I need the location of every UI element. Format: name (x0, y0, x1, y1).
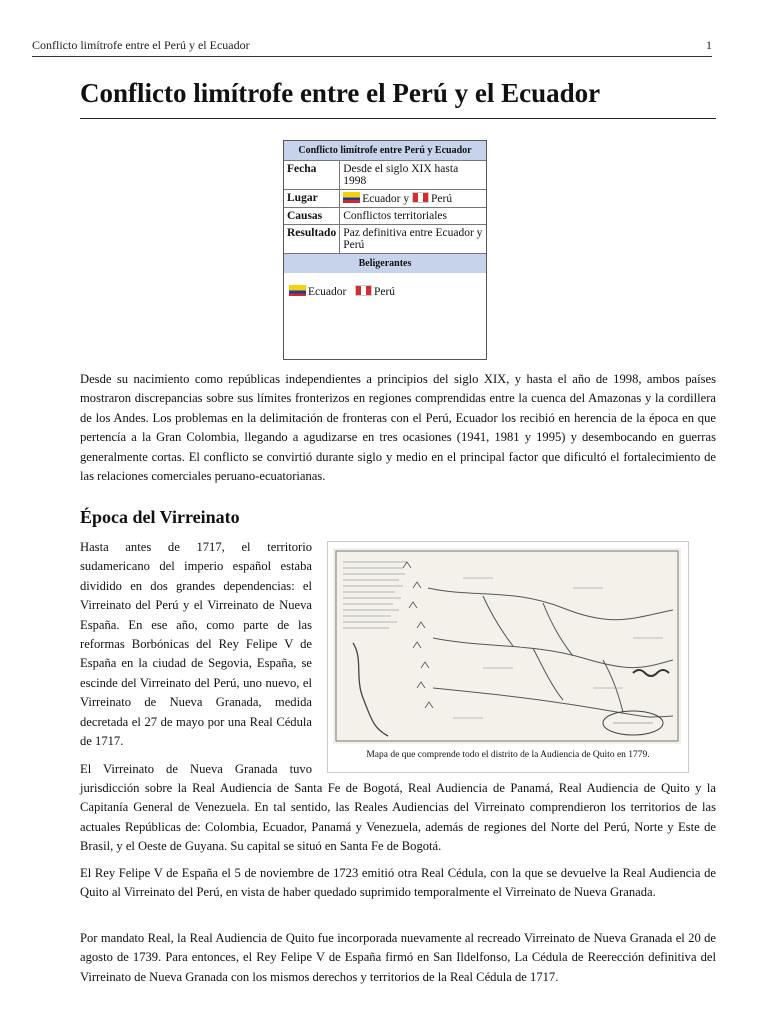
infobox-value: Desde el siglo XIX hasta 1998 (340, 161, 486, 190)
section-paragraph-3: El Rey Felipe V de España el 5 de noviembre de 1723 emitió otra Real Cédula, con la que se devuelve la Real Audiencia de Quito al Virreinato del Perú, en vista de haber quedado suprimido temporalmente el Virreinato de Nueva Granada. (80, 866, 716, 900)
section-paragraph-4: Por mandato Real, la Real Audiencia de Quito fue incorporada nuevamente al recreado Virreinato de Nueva Granada el 20 de agosto de 1739. Para entonces, el Rey Felipe V de España firmó en San Ildelfonso, La Cédula de Reerección definitiva del Virreinato de Nueva Granada con los mismos derechos y territorios de la Real Cédula de 1717. (80, 931, 716, 984)
page-number: 1 (706, 38, 712, 52)
lugar-peru[interactable]: Perú (431, 193, 453, 205)
infobox-value: Conflictos territoriales (340, 208, 486, 225)
infobox (283, 140, 487, 360)
section-paragraph-2-start: El Virreinato de Nueva Granada tuvo (80, 762, 312, 776)
infobox-key: Lugar (284, 190, 340, 208)
section-heading: Época del Virreinato (80, 507, 240, 527)
infobox-row-fecha (284, 161, 486, 190)
ecuador-flag-icon (343, 192, 360, 203)
intro-paragraph: Desde su nacimiento como repúblicas independientes a principios del siglo XIX, y hasta el año de 1998, ambos países mostraron discrepancias sobre sus límites fronterizos en regiones comprendidas entre la cuenca del Amazonas y la cordillera de los Andes. Los problemas en la delimitación de fronteras con el Perú, Ecuador los recibió en herencia de la época en que pertencía a la Gran Colombia, llegando a agudizarse en tres ocasiones (1941, 1981 y 1995) y desembocando en guerras generalmente cortas. El conflicto se convirtió durante siglo y medio en el principal factor que dificultó el fortalecimiento de las relaciones comerciales peruano-ecuatorianas. (80, 372, 716, 484)
section-paragraph-2: jurisdicción sobre la Real Audiencia de Santa Fe de Bogotá, Real Audiencia de Panamá, Real Audiencia de Quito y la Capitanía General de Venezuela. En tal sentido, las Reales Audiencias del Virreinato comprendieron los territorios de las actuales Repúblicas de: Colombia, Ecuador, Panamá y Venezuela, además de regiones del Norte del Perú, Norte y Este de Brasil, y el Oeste de Guyana. Su capital se situó en Santa Fe de Bogotá. (80, 781, 716, 854)
infobox-key: Resultado (284, 225, 340, 254)
belligerents-row (284, 273, 486, 298)
belligerent-ecuador[interactable]: Ecuador (308, 286, 347, 298)
infobox-key: Fecha (284, 161, 340, 190)
map-caption: Mapa de que comprende todo el distrito de la Audiencia de Quito en 1779. (366, 750, 650, 760)
historical-map-image[interactable] (333, 548, 681, 744)
infobox-key: Causas (284, 208, 340, 225)
infobox-value (340, 190, 486, 208)
title-rule (80, 118, 716, 119)
infobox-row-resultado (284, 225, 486, 254)
infobox-heading: Conflicto limítrofe entre Perú y Ecuador (284, 141, 486, 161)
belligerent-peru[interactable]: Perú (373, 286, 396, 298)
infobox-row-causas (284, 208, 486, 225)
running-header (32, 38, 712, 53)
section-paragraph-1: Hasta antes de 1717, el territorio sudamericano del imperio español estaba dividido en dos grandes dependencias: el Virreinato del Perú y el Virreinato de Nueva España. En ese año, como parte de las reformas Borbónicas del Rey Felipe V de España en la ciudad de Segovia, España, se escinde del Virreinato del Perú, uno nuevo, el Virreinato de Nueva Granada, medida decretada el 27 de mayo por una Real Cédula de 1717. (80, 540, 312, 749)
ecuador-flag-icon (289, 285, 306, 296)
peru-flag-icon (355, 285, 372, 296)
belligerents-heading: Beligerantes (284, 254, 486, 274)
infobox-row-lugar (284, 190, 486, 208)
peru-flag-icon (412, 192, 429, 203)
map-drawing (333, 548, 681, 744)
infobox-value: Paz definitiva entre Ecuador y Perú (340, 225, 486, 254)
running-title: Conflicto limítrofe entre el Perú y el Ecuador (32, 38, 250, 52)
map-figure (327, 541, 689, 773)
page-title: Conflicto limítrofe entre el Perú y el Ecuador (80, 78, 601, 108)
lugar-ecuador[interactable]: Ecuador y (362, 193, 410, 205)
